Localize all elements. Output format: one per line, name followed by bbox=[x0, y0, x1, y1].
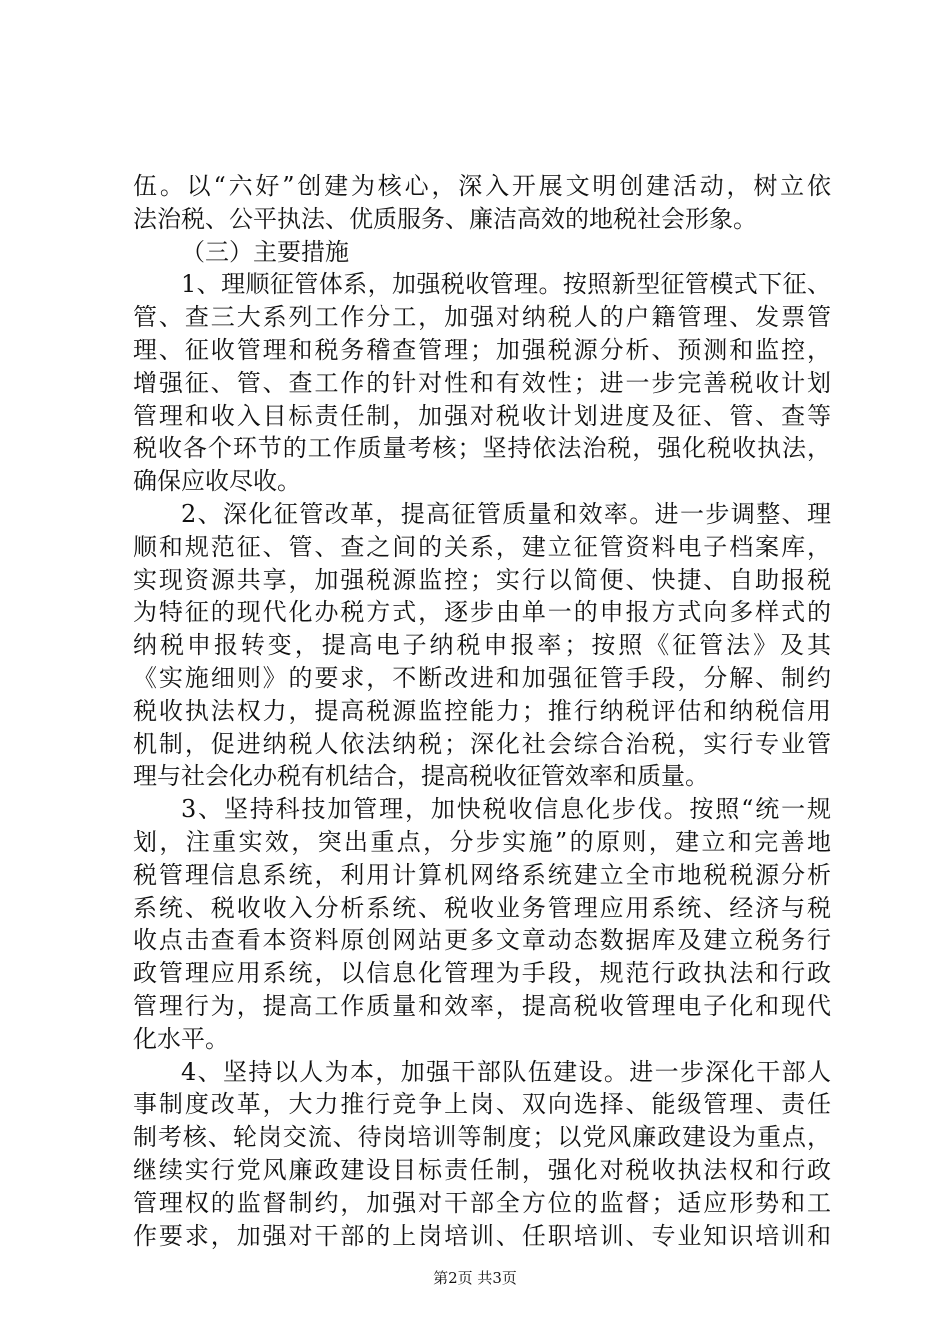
text-line: 税收各个环节的工作质量考核；坚持依法治税，强化税收执法， bbox=[133, 434, 831, 463]
text-line: 纳税申报转变，提高电子纳税申报率；按照《征管法》及其 bbox=[133, 631, 831, 660]
text-line: 理与社会化办税有机结合，提高税收征管效率和质量。 bbox=[133, 762, 709, 791]
text-line: 税收执法权力，提高税源监控能力；推行纳税评估和纳税信用 bbox=[133, 696, 831, 725]
document-body bbox=[133, 170, 831, 1252]
text-line: 事制度改革，大力推行竞争上岗、双向选择、能级管理、责任 bbox=[133, 1090, 831, 1119]
text-line: 为特征的现代化办税方式，逐步由单一的申报方式向多样式的 bbox=[133, 598, 831, 627]
page-footer: 第2页 共3页 bbox=[433, 1269, 517, 1287]
text-line: 法治税、公平执法、优质服务、廉洁高效的地税社会形象。 bbox=[133, 204, 757, 233]
text-line: 作要求，加强对干部的上岗培训、任职培训、专业知识培训和 bbox=[133, 1221, 831, 1250]
text-line: 划，注重实效，突出重点，分步实施”的原则，建立和完善地 bbox=[133, 827, 831, 856]
section-heading: （三）主要措施 bbox=[181, 237, 349, 266]
text-line: 1、理顺征管体系，加强税收管理。按照新型征管模式下征、 bbox=[181, 270, 831, 299]
text-line: 顺和规范征、管、查之间的关系，建立征管资料电子档案库， bbox=[133, 532, 831, 561]
text-line: 3、坚持科技加管理，加快税收信息化步伐。按照“统一规 bbox=[181, 795, 831, 824]
text-line: 收点击查看本资料原创网站更多文章动态数据库及建立税务行 bbox=[133, 926, 831, 955]
text-line: 确保应收尽收。 bbox=[133, 467, 301, 496]
text-line: 化水平。 bbox=[133, 1024, 229, 1053]
text-line: 管理行为，提高工作质量和效率，提高税收管理电子化和现代 bbox=[133, 991, 831, 1020]
text-line: 《实施细则》的要求，不断改进和加强征管手段，分解、制约 bbox=[133, 663, 831, 692]
text-line: 实现资源共享，加强税源监控；实行以简便、快捷、自助报税 bbox=[133, 565, 831, 594]
text-line: 制考核、轮岗交流、待岗培训等制度；以党风廉政建设为重点， bbox=[133, 1123, 831, 1152]
text-line: 管理和收入目标责任制，加强对税收计划进度及征、管、查等 bbox=[133, 401, 831, 430]
text-line: 增强征、管、查工作的针对性和有效性；进一步完善税收计划 bbox=[133, 368, 831, 397]
text-line: 税管理信息系统，利用计算机网络系统建立全市地税税源分析 bbox=[133, 860, 831, 889]
text-line: 政管理应用系统，以信息化管理为手段，规范行政执法和行政 bbox=[133, 959, 831, 988]
text-line: 机制，促进纳税人依法纳税；深化社会综合治税，实行专业管 bbox=[133, 729, 831, 758]
text-line: 伍。以“六好”创建为核心，深入开展文明创建活动，树立依 bbox=[133, 172, 831, 200]
text-line: 继续实行党风廉政建设目标责任制，强化对税收执法权和行政 bbox=[133, 1155, 831, 1184]
text-line: 系统、税收收入分析系统、税收业务管理应用系统、经济与税 bbox=[133, 893, 831, 922]
text-line: 2、深化征管改革，提高征管质量和效率。进一步调整、理 bbox=[181, 499, 831, 528]
text-line: 管、查三大系列工作分工，加强对纳税人的户籍管理、发票管 bbox=[133, 303, 831, 332]
text-line: 管理权的监督制约，加强对干部全方位的监督；适应形势和工 bbox=[133, 1188, 831, 1217]
text-line: 理、征收管理和税务稽查管理；加强税源分析、预测和监控， bbox=[133, 335, 831, 364]
text-line: 4、坚持以人为本，加强干部队伍建设。进一步深化干部人 bbox=[181, 1057, 831, 1086]
